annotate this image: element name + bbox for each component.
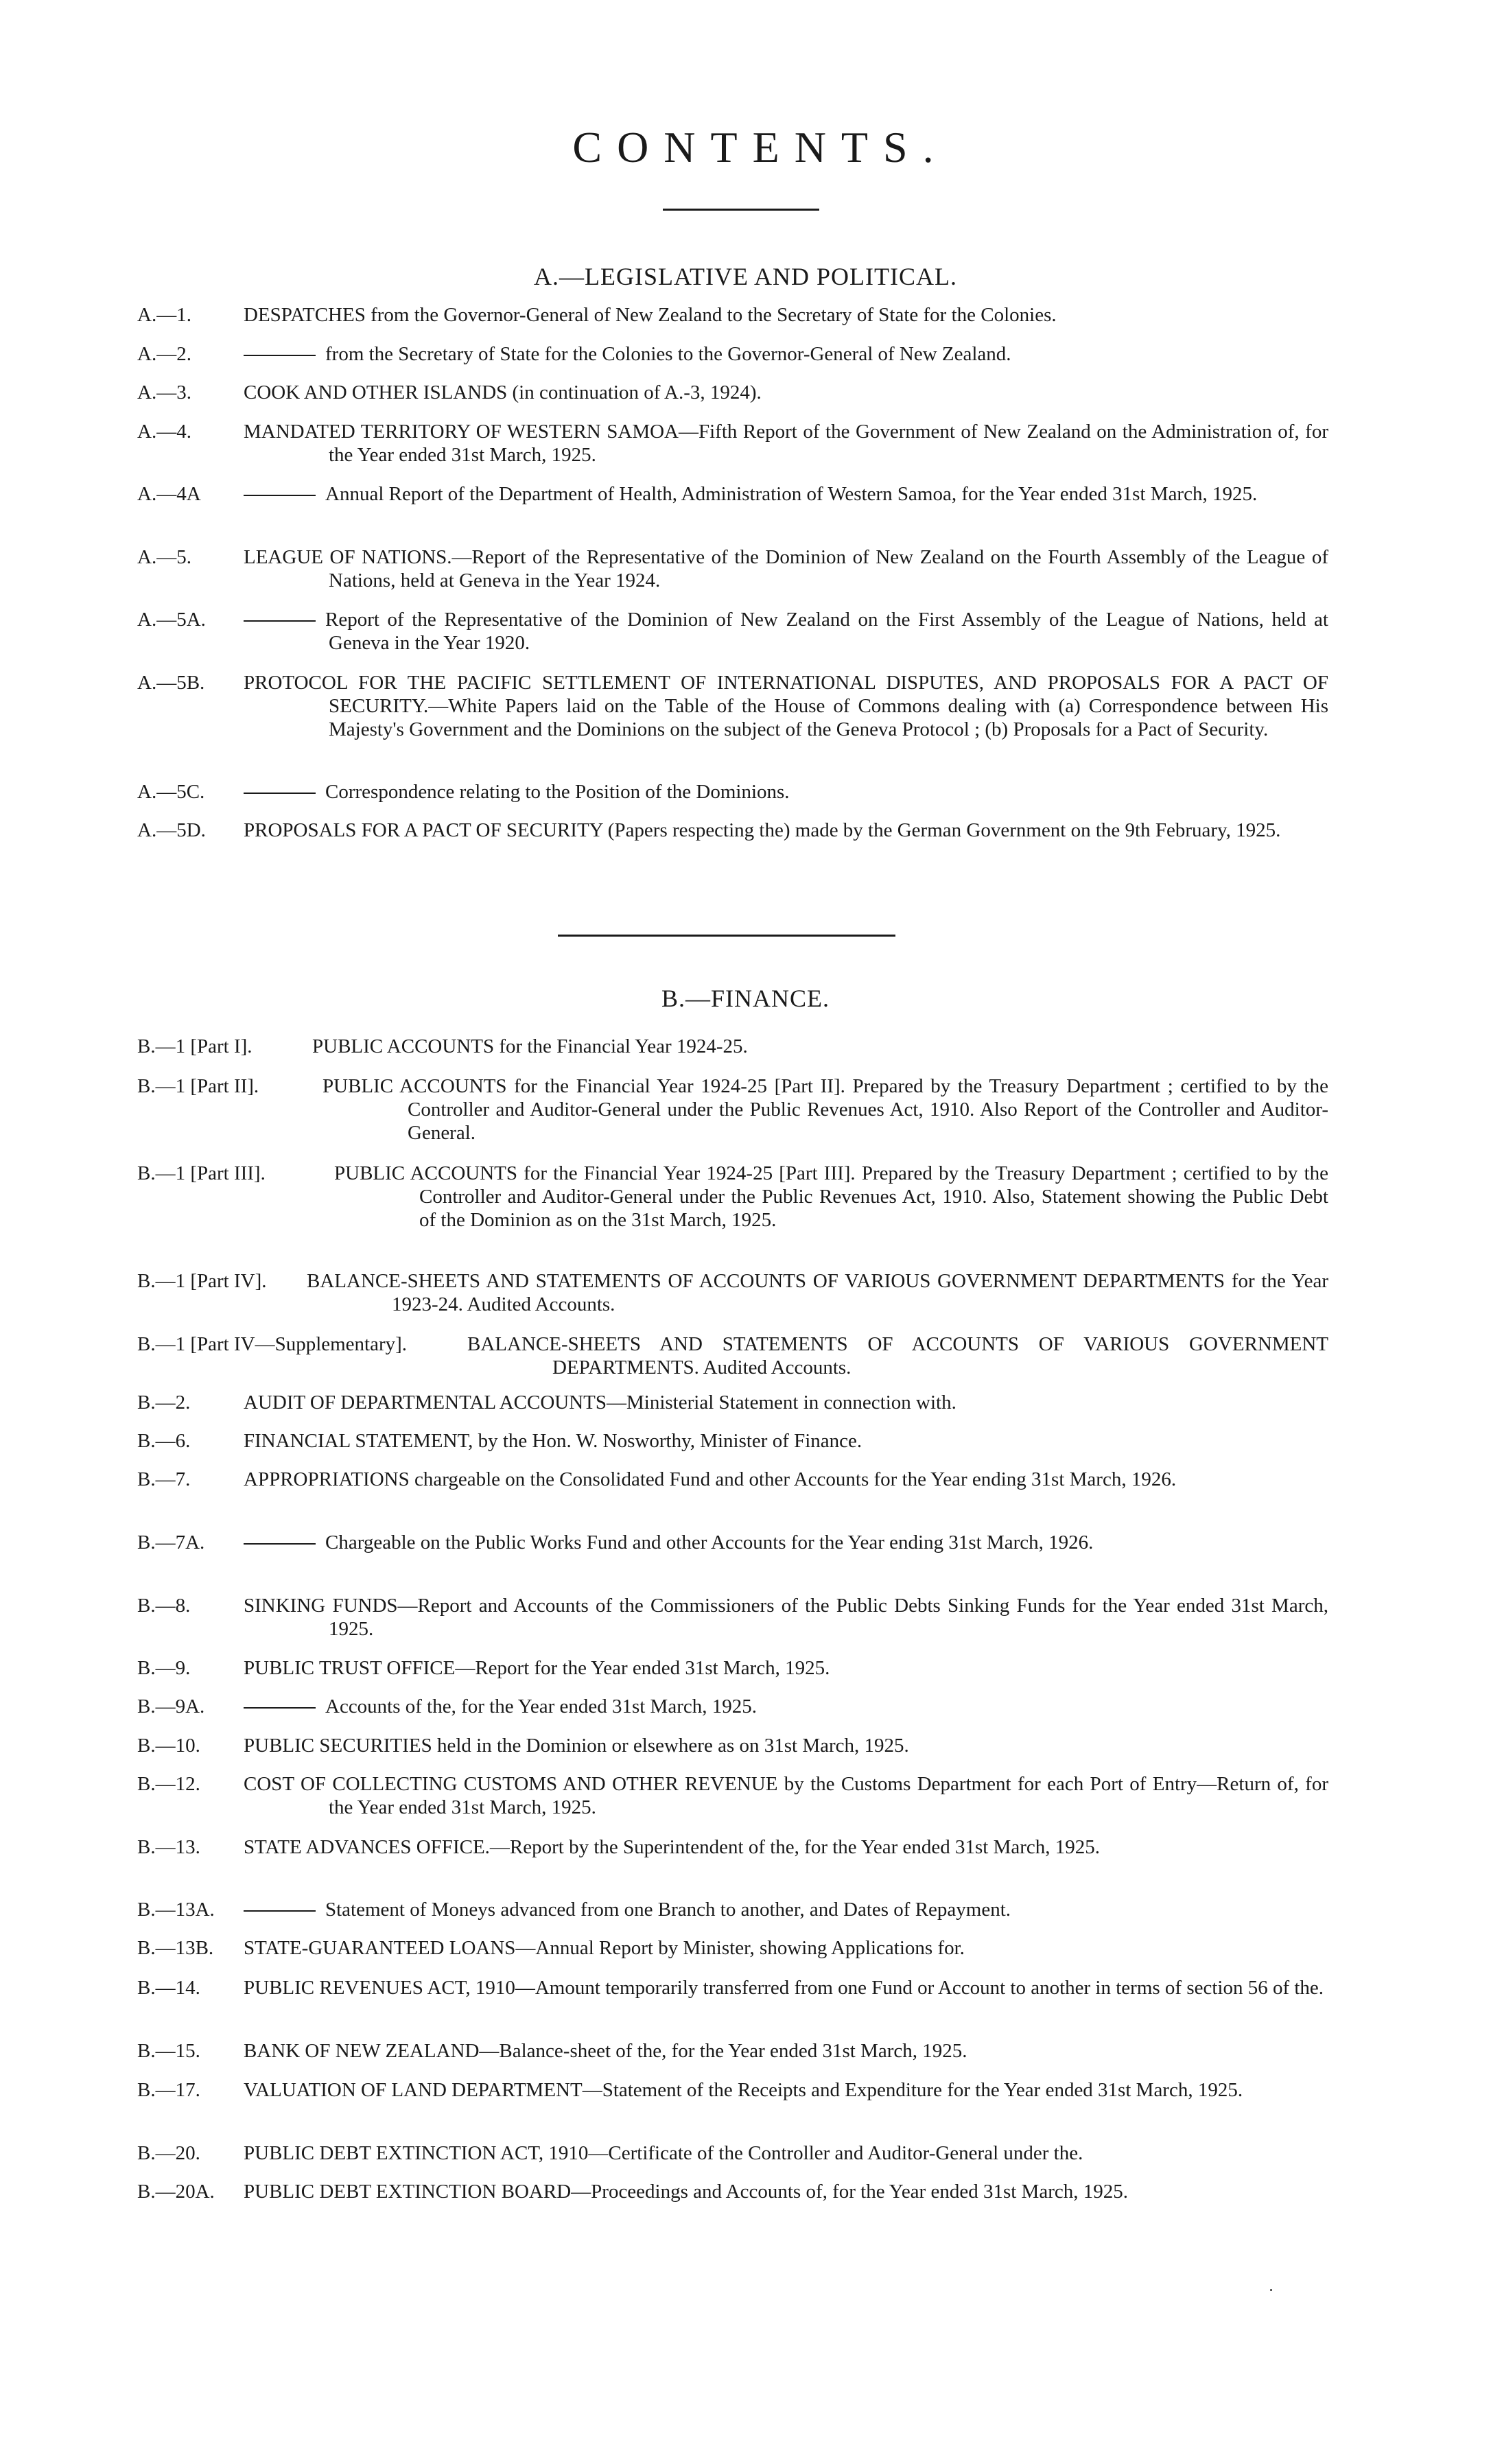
entry-text-block <box>137 381 1328 404</box>
entry-code: B.—1 [Part II]. <box>137 1075 259 1097</box>
entry-text: BANK OF NEW ZEALAND—Balance-sheet of the, for the Year ended 31st March, 1925. <box>244 2040 967 2062</box>
entry-code: B.—6. <box>137 1430 191 1452</box>
entry-text: PUBLIC REVENUES ACT, 1910—Amount temporarily transferred from one Fund or Account to another in terms of section 56 of the. <box>244 1977 1324 1999</box>
contents-entry <box>137 1035 1328 1058</box>
entry-text: Accounts of the, for the Year ended 31st March, 1925. <box>325 1696 757 1717</box>
entry-code: B.—7. <box>137 1468 191 1490</box>
ditto-dash <box>244 793 316 794</box>
entry-code: B.—9A. <box>137 1696 205 1717</box>
entry-text: COST OF COLLECTING CUSTOMS AND OTHER REVENUE by the Customs Department for each Port of Entry—Return of, for the Year ended 31st March, 1925. <box>244 1773 1328 1818</box>
entry-text-block <box>137 2142 1328 2165</box>
entry-text: PUBLIC ACCOUNTS for the Financial Year 1924-25 [Part III]. Prepared by the Treasury Department ; certified to by the Controller and Auditor-General under the Public Revenues Act, 1910. Also, Statement showing the Public Debt of the Dominion as on the 31st March, 1925. <box>334 1162 1328 1231</box>
entry-code: B.—20. <box>137 2142 200 2164</box>
ditto-dash <box>244 1543 316 1545</box>
entry-code: B.—15. <box>137 2040 200 2062</box>
ditto-dash <box>244 620 316 622</box>
entry-code: B.—9. <box>137 1657 191 1679</box>
section-rule <box>558 935 895 937</box>
entry-text-block <box>137 2039 1328 2063</box>
entry-text-block <box>137 819 1328 842</box>
contents-entry <box>137 2142 1328 2165</box>
contents-entry <box>137 1976 1328 1999</box>
contents-entry <box>137 1594 1328 1641</box>
entry-text: Report of the Representative of the Dominion of New Zealand on the First Assembly of the League of Nations, held at Geneva in the Year 1920. <box>325 609 1328 654</box>
contents-entry <box>137 1429 1328 1453</box>
ditto-dash <box>244 495 316 496</box>
contents-entry <box>137 1269 1328 1316</box>
entry-text: PUBLIC SECURITIES held in the Dominion or elsewhere as on 31st March, 1925. <box>244 1735 909 1757</box>
contents-entry <box>137 1531 1328 1554</box>
entry-code: A.—3. <box>137 382 191 403</box>
entry-code: A.—5A. <box>137 609 206 631</box>
entry-code: B.—13B. <box>137 1937 214 1959</box>
entry-text-block <box>137 608 1328 655</box>
entry-text: PUBLIC TRUST OFFICE—Report for the Year ended 31st March, 1925. <box>244 1657 830 1679</box>
entry-code: A.—1. <box>137 304 191 326</box>
entry-text: Chargeable on the Public Works Fund and other Accounts for the Year ending 31st March, 1926. <box>325 1532 1094 1553</box>
entry-text: MANDATED TERRITORY OF WESTERN SAMOA—Fifth Report of the Government of New Zealand on the Administration of, for the Year ended 31st March, 1925. <box>244 421 1328 466</box>
contents-entry <box>137 545 1328 592</box>
contents-entry <box>137 2039 1328 2063</box>
contents-entry <box>137 381 1328 404</box>
entry-text-block <box>137 1468 1328 1491</box>
entry-text: LEAGUE OF NATIONS.—Report of the Representative of the Dominion of New Zealand on the Fourth Assembly of the League of Nations, held at Geneva in the Year 1924. <box>244 546 1328 591</box>
entry-code: B.—8. <box>137 1595 191 1617</box>
contents-entry <box>137 780 1328 803</box>
entry-code: B.—13A. <box>137 1899 215 1921</box>
entry-text-block <box>137 1936 1328 1960</box>
entry-text-block <box>137 1835 1328 1859</box>
entry-text-block <box>137 1695 1328 1718</box>
entry-text-block <box>137 1734 1328 1757</box>
entry-text-block <box>137 2180 1328 2203</box>
entry-text: COOK AND OTHER ISLANDS (in continuation of A.-3, 1924). <box>244 382 762 403</box>
contents-entry <box>137 1734 1328 1757</box>
entry-text: Annual Report of the Department of Health, Administration of Western Samoa, for the Year ended 31st March, 1925. <box>325 483 1258 505</box>
entry-text: from the Secretary of State for the Colonies to the Governor-General of New Zealand. <box>325 343 1011 365</box>
entry-text-block <box>137 1772 1328 1819</box>
page-title: CONTENTS. <box>572 123 949 172</box>
entry-text: APPROPRIATIONS chargeable on the Consolidated Fund and other Accounts for the Year ending 31st March, 1926. <box>244 1468 1177 1490</box>
contents-entry <box>137 2180 1328 2203</box>
entry-code: B.—12. <box>137 1773 200 1795</box>
entry-text-block <box>137 545 1328 592</box>
entry-text: AUDIT OF DEPARTMENTAL ACCOUNTS—Ministerial Statement in connection with. <box>244 1392 956 1413</box>
contents-entry <box>137 1656 1328 1680</box>
contents-entry <box>137 1835 1328 1859</box>
entry-code: B.—14. <box>137 1977 200 1999</box>
entry-code: A.—5D. <box>137 819 206 841</box>
entry-code: B.—1 [Part IV]. <box>137 1270 267 1292</box>
entry-text: STATE-GUARANTEED LOANS—Annual Report by Minister, showing Applications for. <box>244 1937 965 1959</box>
contents-entry <box>137 342 1328 366</box>
contents-entry <box>137 819 1328 842</box>
entry-text-block <box>137 1035 1328 1058</box>
entry-text: STATE ADVANCES OFFICE.—Report by the Superintendent of the, for the Year ended 31st March, 1925. <box>244 1836 1101 1858</box>
entry-text-block <box>137 780 1328 803</box>
contents-entry <box>137 482 1328 506</box>
entry-text: FINANCIAL STATEMENT, by the Hon. W. Nosworthy, Minister of Finance. <box>244 1430 862 1452</box>
entry-text: Correspondence relating to the Position of the Dominions. <box>325 781 790 803</box>
entry-text-block <box>137 1976 1328 1999</box>
contents-entry <box>137 1695 1328 1718</box>
entry-text-block <box>137 342 1328 366</box>
entry-text: PROTOCOL FOR THE PACIFIC SETTLEMENT OF INTERNATIONAL DISPUTES, AND PROPOSALS FOR A PACT OF SECURITY.—White Papers laid on the Table of the House of Commons dealing with (a) Correspondence between His Majesty's Government and the Dominions on the subject of the Geneva Protocol ; (b) Proposals for a Pact of Security. <box>244 672 1328 740</box>
entry-code: B.—1 [Part III]. <box>137 1162 266 1184</box>
contents-entry <box>137 1391 1328 1414</box>
contents-entry <box>137 671 1328 741</box>
section-heading-b: B.—FINANCE. <box>661 985 830 1012</box>
entry-code: B.—13. <box>137 1836 200 1858</box>
entry-text: BALANCE-SHEETS AND STATEMENTS OF ACCOUNTS OF VARIOUS GOVERNMENT DEPARTMENTS for the Year 1923-24. Audited Accounts. <box>307 1270 1328 1315</box>
entry-text-block <box>137 2078 1328 2102</box>
contents-entry <box>137 1333 1328 1379</box>
entry-text: SINKING FUNDS—Report and Accounts of the Commissioners of the Public Debts Sinking Funds for the Year ended 31st March, 1925. <box>244 1595 1328 1640</box>
entry-text: DESPATCHES from the Governor-General of New Zealand to the Secretary of State for the Colonies. <box>244 304 1057 326</box>
entry-code: A.—2. <box>137 343 191 365</box>
contents-entry <box>137 303 1328 327</box>
contents-entry <box>137 1162 1328 1232</box>
entry-text-block <box>137 671 1328 741</box>
contents-entry <box>137 1468 1328 1491</box>
contents-entry <box>137 2078 1328 2102</box>
entry-code: B.—1 [Part I]. <box>137 1035 253 1057</box>
entry-code: A.—5C. <box>137 781 205 803</box>
entry-text: BALANCE-SHEETS AND STATEMENTS OF ACCOUNTS OF VARIOUS GOVERNMENT DEPARTMENTS. Audited Accounts. <box>467 1333 1328 1378</box>
entry-text: PROPOSALS FOR A PACT OF SECURITY (Papers respecting the) made by the German Government on the 9th February, 1925. <box>244 819 1281 841</box>
entry-text-block <box>137 1429 1328 1453</box>
entry-text: PUBLIC ACCOUNTS for the Financial Year 1924-25 [Part II]. Prepared by the Treasury Department ; certified to by the Controller and Auditor-General under the Public Revenues Act, 1910. Also Report of the Controller and Auditor-General. <box>322 1075 1328 1144</box>
entry-code: A.—4A <box>137 483 201 505</box>
contents-entry <box>137 420 1328 467</box>
entry-code: B.—7A. <box>137 1532 205 1553</box>
entry-text: PUBLIC DEBT EXTINCTION BOARD—Proceedings and Accounts of, for the Year ended 31st March, 1925. <box>244 2181 1128 2203</box>
entry-text-block <box>137 303 1328 327</box>
contents-entry <box>137 608 1328 655</box>
entry-text-block <box>137 420 1328 467</box>
entry-code: B.—17. <box>137 2079 200 2101</box>
ditto-dash <box>244 1707 316 1709</box>
entry-text-block <box>137 1531 1328 1554</box>
entry-code: B.—1 [Part IV—Supplementary]. <box>137 1333 408 1355</box>
entry-text-block <box>137 1075 1328 1145</box>
ditto-dash <box>244 355 316 356</box>
entry-code: B.—10. <box>137 1735 200 1757</box>
title-rule <box>663 209 819 211</box>
entry-text-block <box>137 1269 1328 1316</box>
section-heading-a: A.—LEGISLATIVE AND POLITICAL. <box>534 263 957 290</box>
entry-text-block <box>137 1594 1328 1641</box>
speck-mark <box>1270 2289 1272 2291</box>
entry-text-block <box>137 482 1328 506</box>
entry-code: B.—20A. <box>137 2181 215 2203</box>
entry-text-block <box>137 1162 1328 1232</box>
entry-text: Statement of Moneys advanced from one Branch to another, and Dates of Repayment. <box>325 1899 1011 1921</box>
entry-text: PUBLIC ACCOUNTS for the Financial Year 1924-25. <box>312 1035 748 1057</box>
entry-code: A.—5B. <box>137 672 205 694</box>
ditto-dash <box>244 1910 316 1912</box>
contents-entry <box>137 1898 1328 1921</box>
entry-code: A.—4. <box>137 421 191 443</box>
contents-entry <box>137 1075 1328 1145</box>
contents-entry <box>137 1936 1328 1960</box>
entry-code: A.—5. <box>137 546 191 568</box>
entry-text: VALUATION OF LAND DEPARTMENT—Statement of the Receipts and Expenditure for the Year ended 31st March, 1925. <box>244 2079 1243 2101</box>
entry-text-block <box>137 1391 1328 1414</box>
entry-text-block <box>137 1656 1328 1680</box>
entry-code: B.—2. <box>137 1392 191 1413</box>
entry-text-block <box>137 1898 1328 1921</box>
contents-entry <box>137 1772 1328 1819</box>
entry-text: PUBLIC DEBT EXTINCTION ACT, 1910—Certificate of the Controller and Auditor-General under the. <box>244 2142 1083 2164</box>
